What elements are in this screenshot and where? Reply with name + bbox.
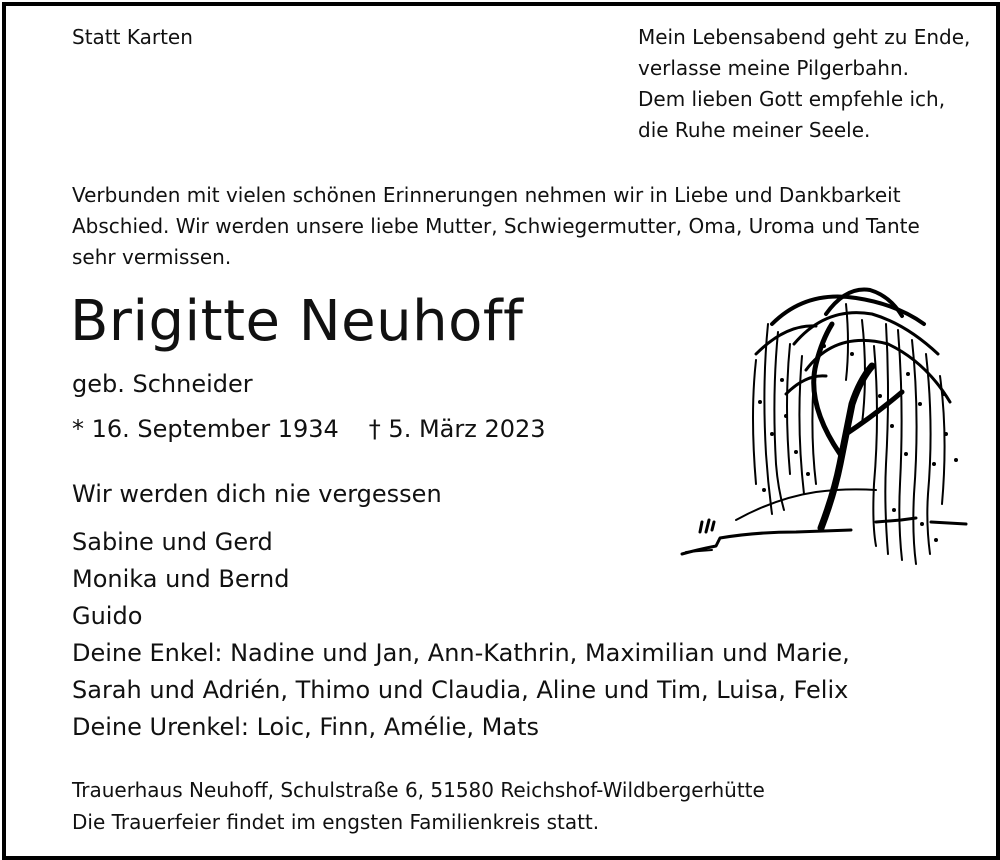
family-line: Sabine und Gerd (72, 528, 273, 556)
footer (72, 774, 765, 838)
funeral-note: Die Trauerfeier findet im engsten Familienkreis statt. (72, 810, 600, 834)
family-line: Monika und Bernd (72, 565, 290, 593)
poem (638, 22, 970, 146)
death-date: † 5. März 2023 (368, 415, 546, 443)
poem-line: Dem lieben Gott empfehle ich, (638, 87, 946, 111)
mourning-house-address: Trauerhaus Neuhoff, Schulstraße 6, 51580 Reichshof-Wildbergerhütte (72, 778, 765, 802)
family-line: Guido (72, 602, 143, 630)
poem-line: Mein Lebensabend geht zu Ende, (638, 25, 971, 49)
life-dates (72, 411, 546, 447)
family-line: Deine Enkel: Nadine und Jan, Ann-Kathrin, Maximilian und Marie, (72, 639, 850, 667)
poem-line: die Ruhe meiner Seele. (638, 118, 871, 142)
statt-karten-note: Statt Karten (72, 25, 193, 49)
deceased-name: Brigitte Neuhoff (70, 289, 524, 354)
poem-line: verlasse meine Pilgerbahn. (638, 56, 909, 80)
intro-line: Verbunden mit vielen schönen Erinnerungen nehmen wir in Liebe und Dankbarkeit (72, 183, 901, 207)
tribute-line: Wir werden dich nie vergessen (72, 480, 442, 508)
maiden-name: geb. Schneider (72, 370, 253, 398)
family-line: Deine Urenkel: Loic, Finn, Amélie, Mats (72, 713, 540, 741)
weeping-willow-icon (676, 284, 972, 572)
intro-line: sehr vermissen. (72, 245, 232, 269)
intro-text (72, 180, 920, 273)
intro-line: Abschied. Wir werden unsere liebe Mutter, Schwiegermutter, Oma, Uroma und Tante (72, 214, 920, 238)
birth-date: * 16. September 1934 (72, 415, 339, 443)
family-line: Sarah und Adrién, Thimo und Claudia, Aline und Tim, Luisa, Felix (72, 676, 849, 704)
